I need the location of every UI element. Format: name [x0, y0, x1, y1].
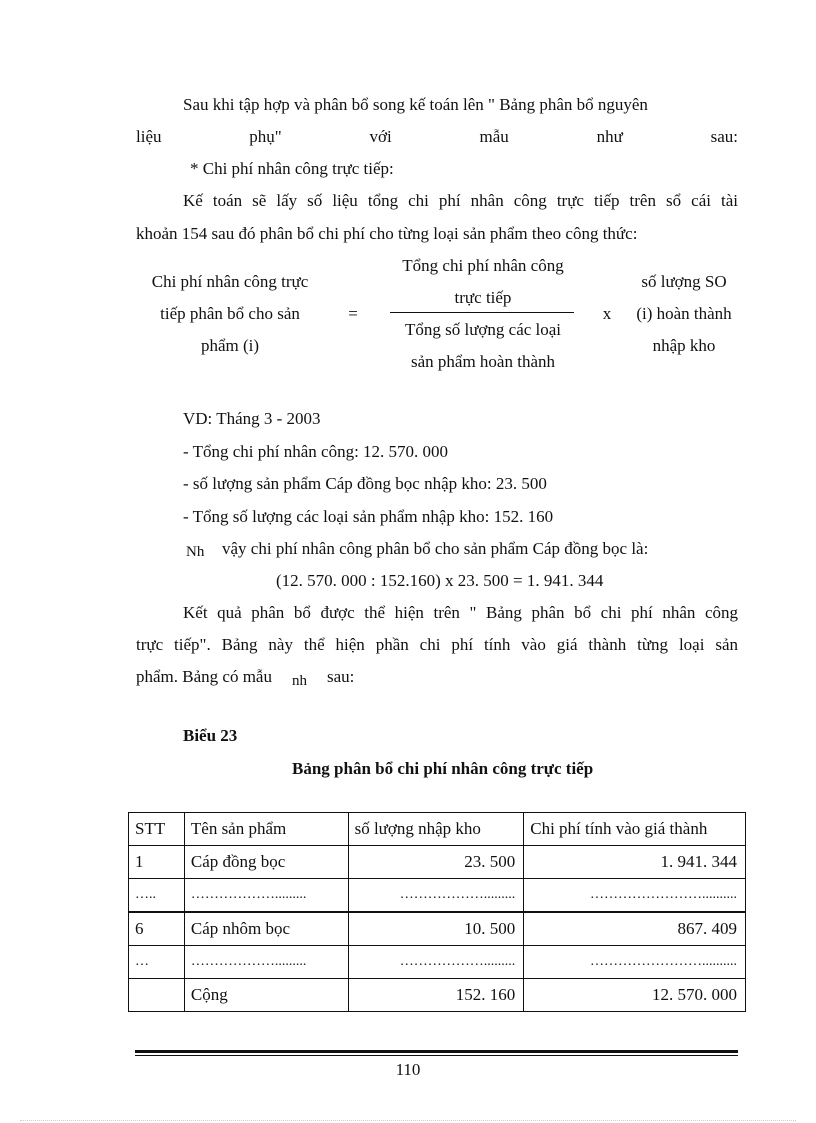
- table-cell: Cộng: [184, 979, 348, 1012]
- section-heading-labor: * Chi phí nhân công trực tiếp:: [190, 159, 394, 178]
- table-cell: [129, 979, 185, 1012]
- formula-lhs-line: Chi phí nhân công trực: [151, 272, 309, 291]
- word: mẫu: [479, 127, 509, 146]
- formula-denominator-line: sản phẩm hoàn thành: [411, 352, 555, 371]
- example-date: VD: Tháng 3 - 2003: [183, 409, 321, 428]
- table-cell: ……………….........: [348, 946, 524, 979]
- labor-cost-table: [128, 812, 746, 1012]
- example-qty-total: - Tổng số lượng các loại sản phẩm nhập kho: 152. 160: [183, 507, 554, 526]
- formula-lhs-line: phẩm (i): [200, 336, 260, 355]
- table-cell: ……………………..........: [524, 879, 746, 913]
- example-total-labor: - Tổng chi phí nhân công: 12. 570. 000: [183, 442, 449, 461]
- table-cell: Cáp nhôm bọc: [184, 912, 348, 946]
- header-cell: STT: [129, 813, 185, 846]
- paragraph-1-line-2: [136, 128, 738, 145]
- formula-numerator-line: Tổng chi phí nhân công: [402, 256, 564, 275]
- table-cell: 867. 409: [524, 912, 746, 946]
- table-cell: ……………………..........: [524, 946, 746, 979]
- table-row: [129, 846, 746, 879]
- example-calculation: (12. 570. 000 : 152.160) x 23. 500 = 1. 941. 344: [276, 571, 604, 590]
- table-cell: …..: [129, 879, 185, 913]
- example-conclusion: vậy chi phí nhân công phân bổ cho sản phẩm Cáp đồng bọc là:: [222, 539, 649, 558]
- table-cell: Cáp đồng bọc: [184, 846, 348, 879]
- formula-rhs: [622, 266, 746, 362]
- table-cell: …: [129, 946, 185, 979]
- formula-denominator-line: Tổng số lượng các loại: [404, 320, 562, 339]
- paragraph-2-line-1: Kế toán sẽ lấy số liệu tổng chi phí nhân công trực tiếp trên sổ cái tài: [183, 191, 738, 210]
- word: liệu: [136, 127, 162, 146]
- table-cell: ……………….........: [184, 879, 348, 913]
- table-cell: ……………….........: [184, 946, 348, 979]
- table-cell: 23. 500: [348, 846, 524, 879]
- word: sau:: [710, 127, 738, 146]
- paragraph-2-line-2: khoản 154 sau đó phân bổ chi phí cho từng loại sản phẩm theo công thức:: [136, 224, 638, 243]
- formula-equals: =: [348, 304, 358, 323]
- footer-rule-thick: [135, 1050, 738, 1053]
- table-total-row: [129, 979, 746, 1012]
- formula-times: x: [602, 304, 612, 323]
- paragraph-1-line-1: Sau khi tập hợp và phân bổ song kế toán lên " Bảng phân bổ nguyên: [183, 95, 648, 114]
- table-cell: 1. 941. 344: [524, 846, 746, 879]
- formula-denominator: [383, 314, 583, 378]
- formula-rhs-line: nhập kho: [652, 336, 716, 355]
- table-cell: ……………….........: [348, 879, 524, 913]
- result-line-1: Kết quả phân bổ được thể hiện trên " Bảng phân bổ chi phí nhân công: [183, 603, 738, 622]
- table-row: [129, 912, 746, 946]
- header-cell: số lượng nhập kho: [348, 813, 524, 846]
- result-line-3-fragment: nh: [292, 673, 307, 689]
- result-line-3-end: sau:: [327, 667, 355, 686]
- table-cell: 6: [129, 912, 185, 946]
- footer-rule-thin: [135, 1055, 738, 1056]
- formula-numerator-line: trực tiếp: [454, 288, 512, 307]
- header-cell: Chi phí tính vào giá thành: [524, 813, 746, 846]
- example-conclusion-prefix: Nh: [186, 544, 205, 560]
- table-row-ellipsis: [129, 946, 746, 979]
- table-header-row: [129, 813, 746, 846]
- result-line-2: trực tiếp". Bảng này thể hiện phần chi phí tính vào giá thành từng loại sản: [136, 635, 738, 654]
- table-cell: 12. 570. 000: [524, 979, 746, 1012]
- page-number: 110: [395, 1060, 421, 1079]
- page-edge: [20, 1120, 796, 1121]
- fraction-bar: [390, 312, 574, 313]
- table-title: Bảng phân bổ chi phí nhân công trực tiếp: [292, 759, 594, 778]
- word: với: [369, 127, 392, 146]
- formula-rhs-line: số lượng SO: [641, 272, 727, 291]
- result-line-3: phẩm. Bảng có mẫu: [136, 667, 272, 686]
- table-cell: 1: [129, 846, 185, 879]
- table-cell: 10. 500: [348, 912, 524, 946]
- formula-numerator: [383, 250, 583, 314]
- word: như: [596, 127, 623, 146]
- formula-rhs-line: (i) hoàn thành: [636, 304, 732, 323]
- word: phụ": [249, 127, 282, 146]
- table-cell: 152. 160: [348, 979, 524, 1012]
- formula-lhs: [130, 266, 330, 362]
- figure-label: Biểu 23: [183, 726, 238, 745]
- header-cell: Tên sản phẩm: [184, 813, 348, 846]
- formula-lhs-line: tiếp phân bổ cho sản: [160, 304, 300, 323]
- table-row-ellipsis: [129, 879, 746, 913]
- example-qty-product: - số lượng sản phẩm Cáp đồng bọc nhập kho: 23. 500: [183, 474, 547, 493]
